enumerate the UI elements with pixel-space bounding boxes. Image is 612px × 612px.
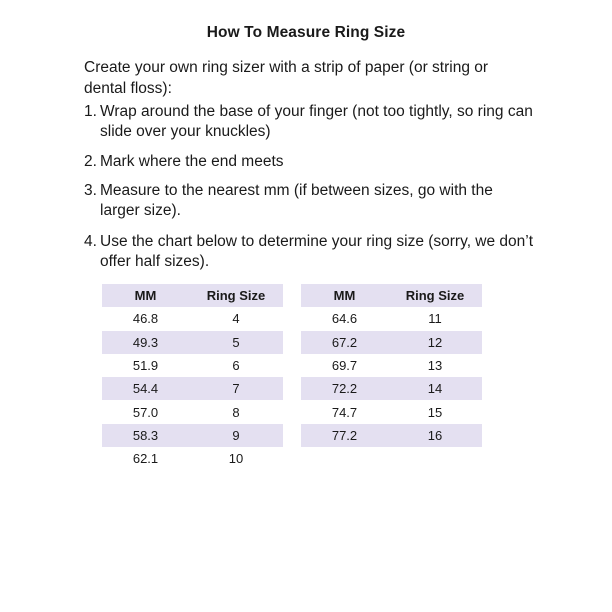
table-row — [102, 354, 283, 377]
instructions-list — [84, 102, 534, 282]
table-row — [301, 307, 482, 330]
table-row — [102, 400, 283, 423]
step-text: Use the chart below to determine your ring size (sorry, we don’t offer half sizes). — [100, 233, 534, 270]
table-row — [301, 331, 482, 354]
mm-cell: 64.6 — [331, 311, 358, 327]
mm-cell: 51.9 — [132, 358, 159, 374]
table-row — [102, 377, 283, 400]
table-row — [102, 331, 283, 354]
instruction-step — [84, 181, 534, 221]
ring-size-cell: 10 — [228, 451, 244, 467]
instruction-step — [84, 152, 534, 172]
ring-size-cell: 12 — [388, 331, 482, 354]
table-row — [301, 354, 482, 377]
ring-size-cell: 13 — [427, 358, 443, 374]
mm-cell: 57.0 — [132, 404, 159, 420]
table-header-row — [102, 284, 283, 307]
instruction-step — [84, 102, 534, 142]
mm-cell: 74.7 — [331, 404, 358, 420]
table-row — [102, 447, 283, 470]
table-row — [301, 424, 482, 447]
table-row — [301, 400, 482, 423]
ring-size-cell: 11 — [428, 311, 442, 327]
mm-cell: 62.1 — [132, 451, 159, 467]
step-text: Measure to the nearest mm (if between sizes, go with the larger size). — [100, 182, 493, 219]
mm-cell: 58.3 — [102, 424, 189, 447]
ring-size-cell: 9 — [189, 424, 283, 447]
step-text: Wrap around the base of your finger (not too tightly, so ring can slide over your knuckles) — [100, 103, 533, 140]
mm-cell: 72.2 — [301, 377, 388, 400]
ring-size-cell: 14 — [388, 377, 482, 400]
step-number: 3. — [84, 182, 97, 199]
table-header-row — [301, 284, 482, 307]
ring-size-cell: 7 — [189, 377, 283, 400]
ring-size-cell: 5 — [189, 331, 283, 354]
ring-size-cell: 8 — [232, 404, 240, 420]
ring-size-cell: 16 — [388, 424, 482, 447]
mm-cell: 77.2 — [301, 424, 388, 447]
table-row — [102, 424, 283, 447]
mm-cell: 69.7 — [331, 358, 358, 374]
instruction-step — [84, 232, 534, 272]
ring-size-table-right — [301, 284, 482, 447]
intro-text: Create your own ring sizer with a strip of paper (or string or dental floss): — [84, 59, 489, 97]
ring-size-cell: 6 — [232, 358, 240, 374]
step-number: 1. — [84, 103, 97, 120]
page-title: How To Measure Ring Size — [206, 24, 406, 41]
column-header-mm: MM — [102, 284, 189, 307]
mm-cell: 67.2 — [301, 331, 388, 354]
ring-size-cell: 4 — [232, 311, 240, 327]
ring-size-cell: 15 — [427, 404, 443, 420]
mm-cell: 46.8 — [132, 311, 159, 327]
table-row — [301, 377, 482, 400]
step-number: 4. — [84, 233, 97, 250]
column-header-ring-size: Ring Size — [388, 284, 482, 307]
mm-cell: 54.4 — [102, 377, 189, 400]
step-text: Mark where the end meets — [100, 153, 284, 170]
mm-cell: 49.3 — [102, 331, 189, 354]
ring-size-table-left — [102, 284, 283, 470]
table-row — [102, 307, 283, 330]
step-number: 2. — [84, 153, 97, 170]
column-header-ring-size: Ring Size — [189, 284, 283, 307]
column-header-mm: MM — [301, 284, 388, 307]
